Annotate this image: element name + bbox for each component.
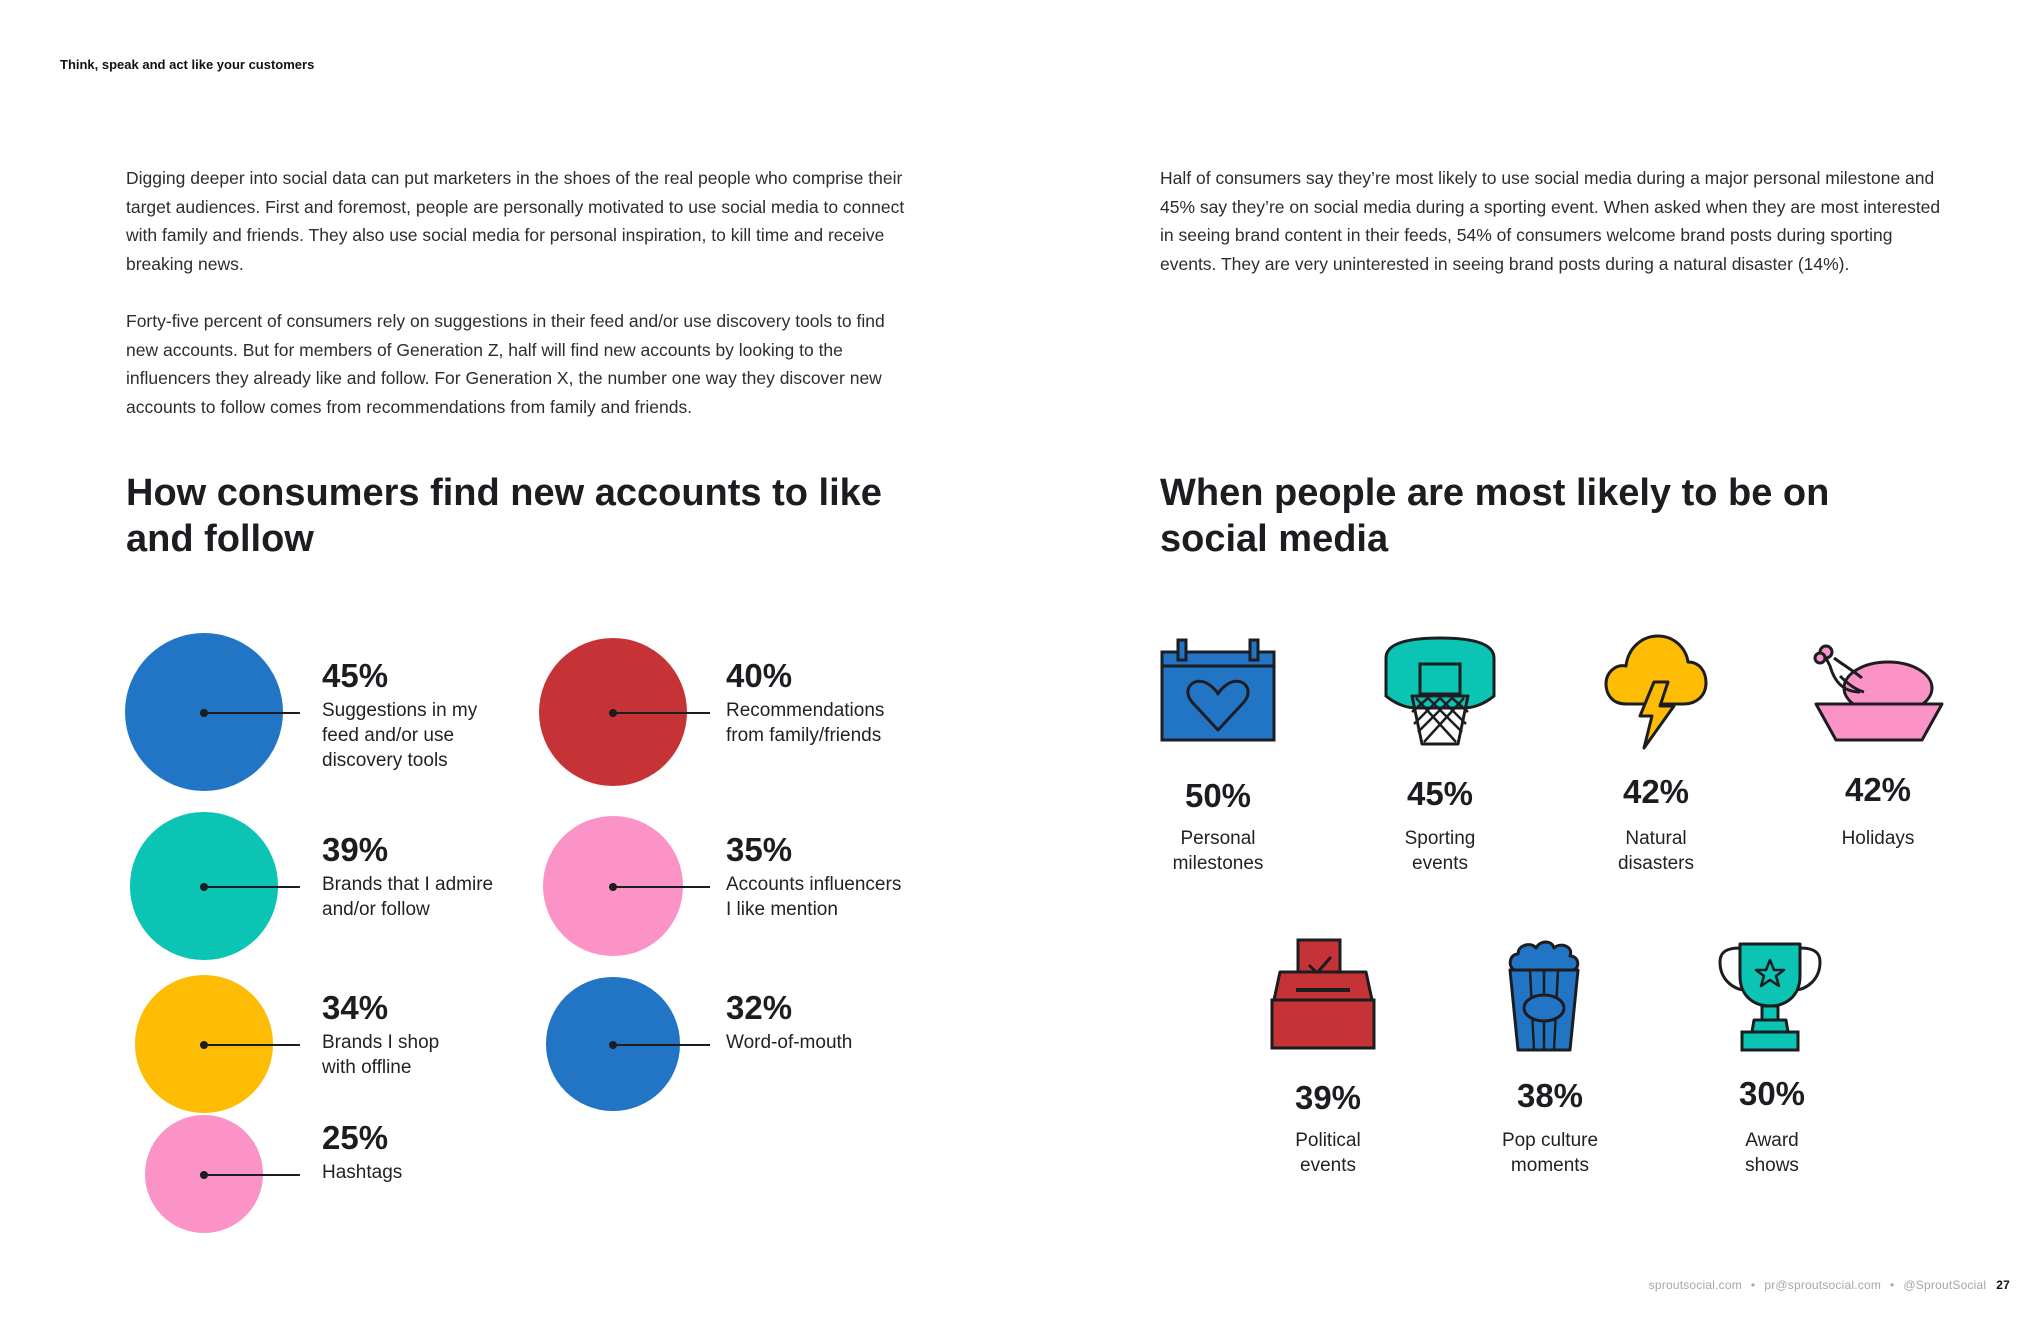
stat-label-line: discovery tools — [322, 750, 448, 771]
stat-label — [726, 872, 901, 922]
leader-line — [613, 1044, 710, 1046]
occasion-label-line: Personal — [1180, 828, 1256, 849]
stat-label-line: Word-of-mouth — [726, 1032, 853, 1053]
stat-label-line: Accounts influencers — [726, 874, 902, 895]
page-number: 27 — [1996, 1278, 2010, 1292]
intro-paragraph-1: Digging deeper into social data can put marketers in the shoes of the real people who comprise their target audiences. First and foremost, people are personally motivated to use social media to connect with family and friends. They also use social media for personal inspiration, to kill time and receive breaking news. — [126, 168, 905, 274]
storm-cloud-icon — [1604, 630, 1708, 752]
intro-paragraph-2: Forty-five percent of consumers rely on suggestions in their feed and/or use discovery tools to find new accounts. But for members of Generation Z, half will find new accounts by looking to the influencers they already like and follow. For Generation X, the number one way they discover new accounts to follow comes from recommendations from family and friends. — [126, 311, 885, 417]
occasion-label — [1340, 826, 1540, 876]
footer-separator: • — [1750, 1278, 1756, 1292]
leader-line — [613, 712, 710, 714]
leader-dot — [200, 709, 208, 717]
occasion-label-line: Holidays — [1841, 828, 1915, 849]
occasion-percent: 50% — [1184, 777, 1252, 814]
occasion-label — [1450, 1128, 1650, 1178]
leader-dot — [200, 1171, 208, 1179]
occasion-label-line: milestones — [1172, 853, 1264, 874]
leader-dot — [609, 709, 617, 717]
stat-label-line: Recommendations — [726, 700, 885, 721]
occasion-percent: 42% — [1844, 771, 1912, 808]
occasion-label-line: events — [1300, 1155, 1356, 1176]
occasion-percent: 30% — [1738, 1075, 1806, 1112]
page-kicker: Think, speak and act like your customers — [60, 57, 315, 72]
occasion-label-line: Natural — [1625, 828, 1687, 849]
leader-line — [204, 1174, 300, 1176]
ballot-box-icon — [1270, 938, 1376, 1050]
stat-label — [322, 1160, 402, 1185]
stat-label — [726, 1030, 852, 1055]
occasion-label — [1672, 1128, 1872, 1178]
stat-percent: 34% — [322, 989, 389, 1026]
stat-percent: 35% — [726, 831, 793, 868]
page-footer — [1649, 1278, 2010, 1292]
leader-line — [204, 712, 300, 714]
stat-label-line: Brands I shop — [322, 1032, 440, 1053]
occasion-label — [1228, 1128, 1428, 1178]
stat-label — [322, 698, 477, 773]
occasion-percent: 45% — [1406, 775, 1474, 812]
leader-dot — [200, 883, 208, 891]
footer-separator: • — [1890, 1278, 1895, 1292]
occasion-label — [1778, 826, 1978, 851]
calendar-heart-icon — [1160, 638, 1276, 742]
occasion-label-line: Sporting — [1404, 828, 1476, 849]
trophy-icon — [1718, 940, 1822, 1052]
occasion-percent: 42% — [1622, 773, 1690, 810]
right-section-title: When people are most likely to be on social media — [1160, 472, 1830, 560]
roast-turkey-icon — [1812, 640, 1946, 744]
footer-email-link[interactable]: pr@sproutsocial.com — [1764, 1278, 1882, 1292]
stat-label-line: Brands that I admire — [322, 874, 494, 895]
leader-line — [613, 886, 710, 888]
leader-dot — [200, 1041, 208, 1049]
occasion-label — [1556, 826, 1756, 876]
leader-dot — [609, 1041, 617, 1049]
stat-label-line: I like mention — [726, 899, 838, 920]
occasion-label-line: disasters — [1617, 853, 1695, 874]
stat-percent: 32% — [726, 989, 793, 1026]
occasion-label-line: Political — [1295, 1130, 1361, 1151]
occasion-label — [1118, 826, 1318, 876]
footer-handle-link[interactable]: @SproutSocial — [1903, 1278, 1987, 1292]
stat-label — [322, 1030, 439, 1080]
left-section-title: How consumers find new accounts to like and follow — [126, 472, 882, 560]
stat-label-line: feed and/or use — [322, 725, 455, 746]
occasion-percent: 38% — [1516, 1077, 1584, 1114]
stat-label-line: Suggestions in my — [322, 700, 478, 721]
intro-paragraph-3: Half of consumers say they’re most likely to use social media during a major personal milestone and 45% say they’re on social media during a sporting event. When asked when they are most interested in seeing brand content in their feeds, 54% of consumers welcome brand posts during sporting events. They are very uninterested in seeing brand posts during a natural disaster (14%). — [1160, 168, 1941, 274]
basketball-hoop-icon — [1382, 636, 1498, 748]
occasion-label-line: events — [1412, 853, 1468, 874]
leader-line — [204, 1044, 300, 1046]
stat-label — [322, 872, 493, 922]
stat-percent: 40% — [726, 657, 793, 694]
stat-label-line: with offline — [322, 1057, 412, 1078]
stat-label-line: from family/friends — [726, 725, 882, 746]
stat-percent: 39% — [322, 831, 389, 868]
occasion-label-line: moments — [1510, 1155, 1590, 1176]
stat-label-line: and/or follow — [322, 899, 430, 920]
leader-dot — [609, 883, 617, 891]
popcorn-icon — [1506, 940, 1582, 1052]
stat-percent: 45% — [322, 657, 389, 694]
stat-label-line: Hashtags — [322, 1162, 403, 1183]
stat-label — [726, 698, 884, 748]
leader-line — [204, 886, 300, 888]
footer-site-link[interactable]: sproutsocial.com — [1648, 1278, 1742, 1292]
occasion-percent: 39% — [1294, 1079, 1362, 1116]
stat-percent: 25% — [322, 1119, 389, 1156]
occasion-label-line: shows — [1745, 1155, 1799, 1176]
occasion-label-line: Pop culture — [1501, 1130, 1599, 1151]
occasion-label-line: Award — [1745, 1130, 1799, 1151]
